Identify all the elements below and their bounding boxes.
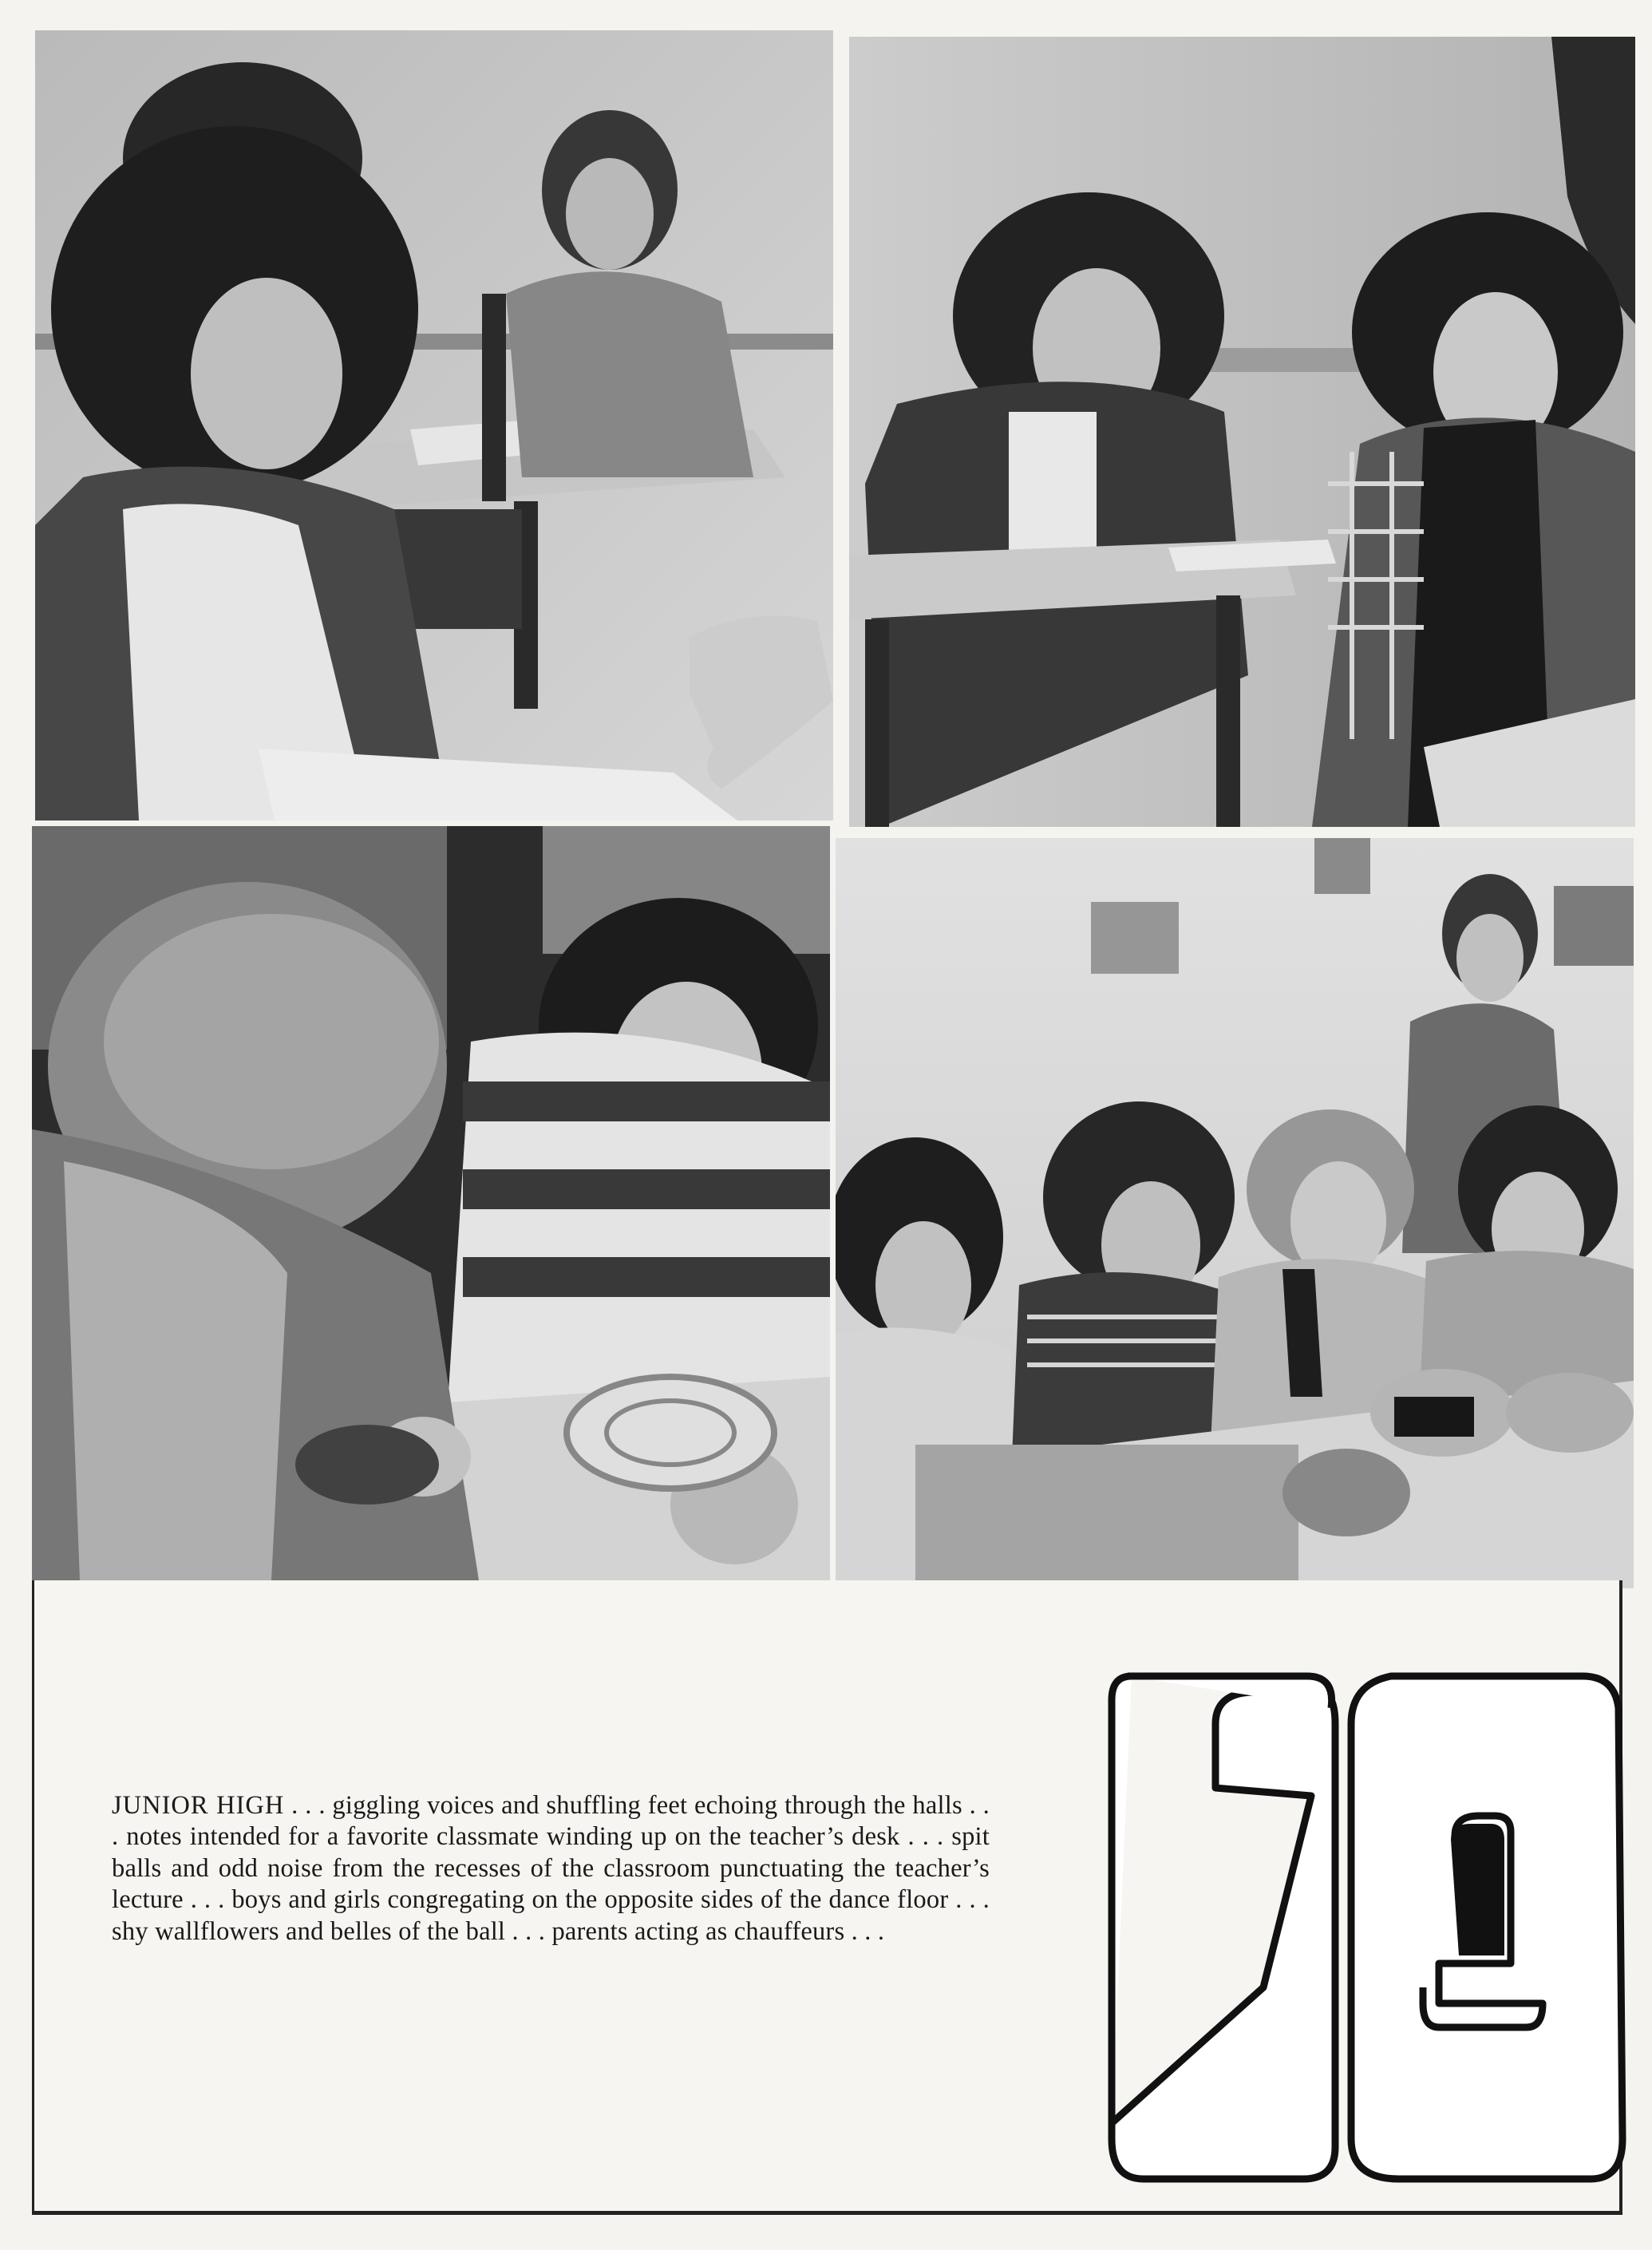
- photo-icon: [849, 37, 1635, 827]
- photo-boys-with-yarn: [32, 826, 830, 1580]
- caption-lead: JUNIOR HIGH: [112, 1790, 285, 1820]
- caption-panel: [32, 1580, 1622, 2215]
- photo-icon: [35, 30, 833, 821]
- year-79-icon: [1096, 1628, 1652, 2195]
- caption-paragraph: [112, 1790, 990, 1948]
- photo-girls-knitting-class: [836, 838, 1634, 1588]
- photo-icon: [32, 826, 830, 1580]
- photo-students-writing-at-desks: [849, 37, 1635, 827]
- caption-body: . . . giggling voices and shuffling feet echoing through the halls . . . notes intended for a favorite classmate winding up on the teacher’s desk . . . spit balls and odd noise from the recesses of the classroom punctuating the teacher’s lecture . . . boys and girls congregating on the opposite sides of the dance floor . . . shy wallflowers and belles of the ball . . . parents acting as chauffeurs . . .: [112, 1790, 990, 1947]
- year-79-graphic: [1096, 1628, 1652, 2195]
- photo-girls-reading-at-desks: [35, 30, 833, 821]
- photo-icon: [836, 838, 1634, 1588]
